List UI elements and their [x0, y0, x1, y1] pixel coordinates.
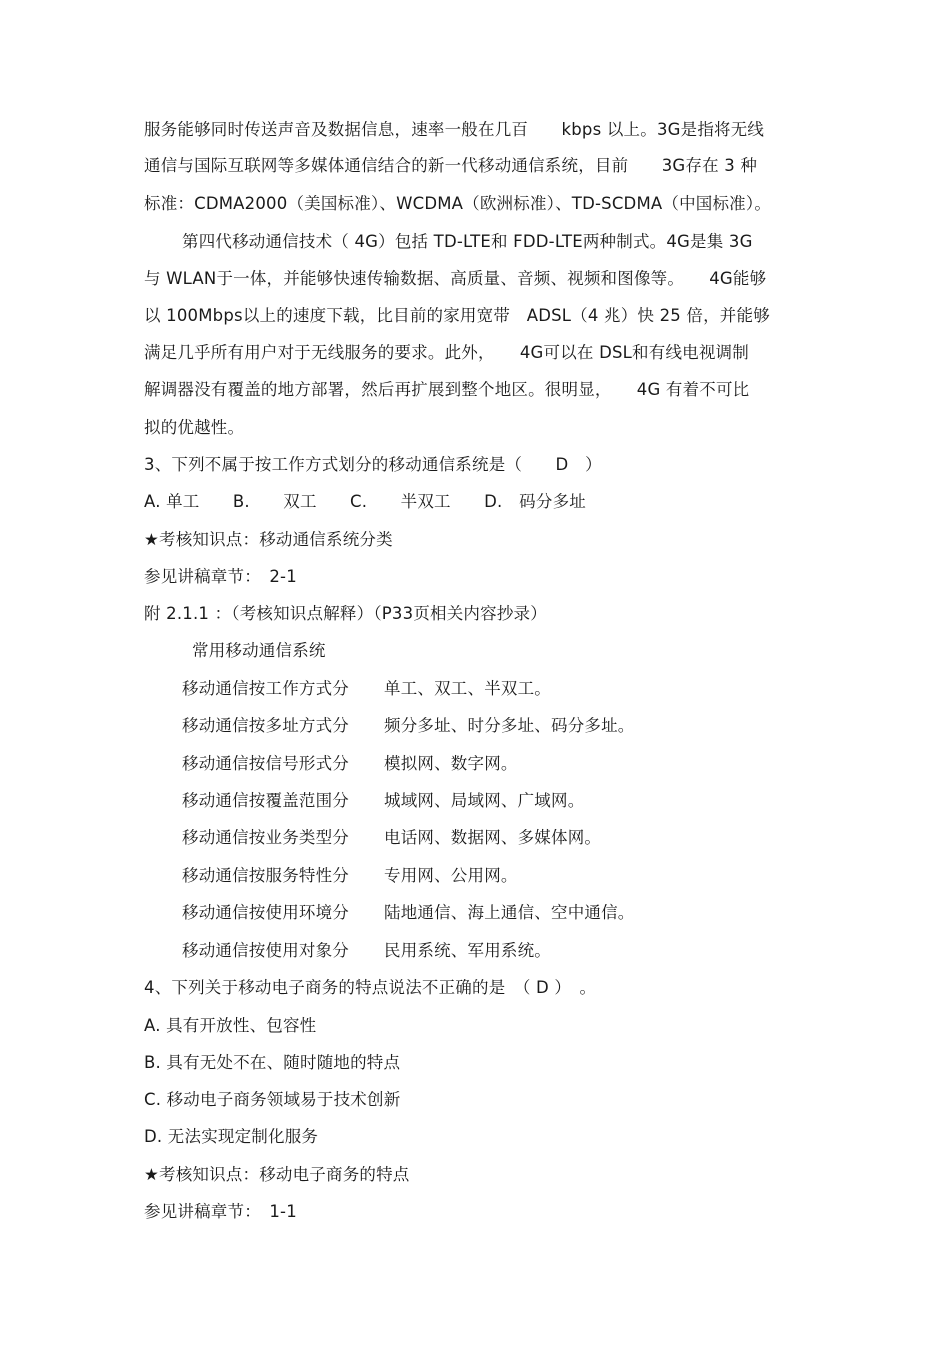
- classification-label: 移动通信按业务类型分: [182, 828, 349, 847]
- question3-appendix: 附 2.1.1 ：（考核知识点解释）（P33页相关内容抄录）: [144, 604, 547, 623]
- classification-value: 电话网、数据网、多媒体网。: [384, 828, 602, 847]
- question4-option-d: D. 无法实现定制化服务: [144, 1127, 319, 1146]
- fourth-gen-line-1: 第四代移动通信技术（ 4G）包括 TD-LTE和 FDD-LTE两种制式。4G是集 3G: [182, 232, 753, 251]
- question4-option-b: B. 具有无处不在、随时随地的特点: [144, 1053, 401, 1072]
- question3-appendix-title: 常用移动通信系统: [192, 641, 326, 660]
- classification-label: 移动通信按工作方式分: [182, 679, 349, 698]
- classification-label: 移动通信按多址方式分: [182, 716, 349, 735]
- classification-label: 移动通信按使用环境分: [182, 903, 349, 922]
- classification-label: 移动通信按使用对象分: [182, 941, 349, 960]
- question4-knowledge-point: ★考核知识点：移动电子商务的特点: [144, 1165, 410, 1184]
- intro-line-2: 通信与国际互联网等多媒体通信结合的新一代移动通信系统，目前 3G存在 3 种: [144, 156, 758, 175]
- question3-knowledge-point: ★考核知识点：移动通信系统分类: [144, 530, 393, 549]
- classification-label: 移动通信按覆盖范围分: [182, 791, 349, 810]
- question4-option-c: C. 移动电子商务领域易于技术创新: [144, 1090, 401, 1109]
- fourth-gen-line-6: 拟的优越性。: [144, 418, 245, 437]
- fourth-gen-line-4: 满足几乎所有用户对于无线服务的要求。此外， 4G可以在 DSL和有线电视调制: [144, 343, 749, 362]
- question3-options: A. 单工 B. 双工 C. 半双工 D. 码分多址: [144, 492, 586, 511]
- classification-value: 专用网、公用网。: [384, 866, 518, 885]
- classification-value: 城域网、局域网、广域网。: [384, 791, 585, 810]
- question4-stem: 4、下列关于移动电子商务的特点说法不正确的是 （ D ） 。: [144, 978, 597, 997]
- classification-value: 单工、双工、半双工。: [384, 679, 551, 698]
- classification-value: 民用系统、军用系统。: [384, 941, 551, 960]
- fourth-gen-line-2: 与 WLAN于一体，并能够快速传输数据、高质量、音频、视频和图像等。 4G能够: [144, 269, 767, 288]
- fourth-gen-line-3: 以 100Mbps以上的速度下载，比目前的家用宽带 ADSL（4 兆）快 25 倍，并能够: [144, 306, 770, 325]
- question4-option-a: A. 具有开放性、包容性: [144, 1016, 317, 1035]
- intro-line-3: 标准：CDMA2000（美国标准）、WCDMA（欧洲标准）、TD-SCDMA（中国标准）。: [144, 194, 772, 213]
- classification-value: 模拟网、数字网。: [384, 754, 518, 773]
- intro-line-1: 服务能够同时传送声音及数据信息，速率一般在几百 kbps 以上。3G是指将无线: [144, 120, 765, 139]
- question3-stem: 3、下列不属于按工作方式划分的移动通信系统是（ D ）: [144, 455, 602, 474]
- classification-label: 移动通信按服务特性分: [182, 866, 349, 885]
- classification-label: 移动通信按信号形式分: [182, 754, 349, 773]
- question4-reference: 参见讲稿章节： 1-1: [144, 1202, 297, 1221]
- classification-value: 频分多址、时分多址、码分多址。: [384, 716, 635, 735]
- question3-reference: 参见讲稿章节： 2-1: [144, 567, 297, 586]
- classification-value: 陆地通信、海上通信、空中通信。: [384, 903, 635, 922]
- fourth-gen-line-5: 解调器没有覆盖的地方部署，然后再扩展到整个地区。很明显， 4G 有着不可比: [144, 380, 750, 399]
